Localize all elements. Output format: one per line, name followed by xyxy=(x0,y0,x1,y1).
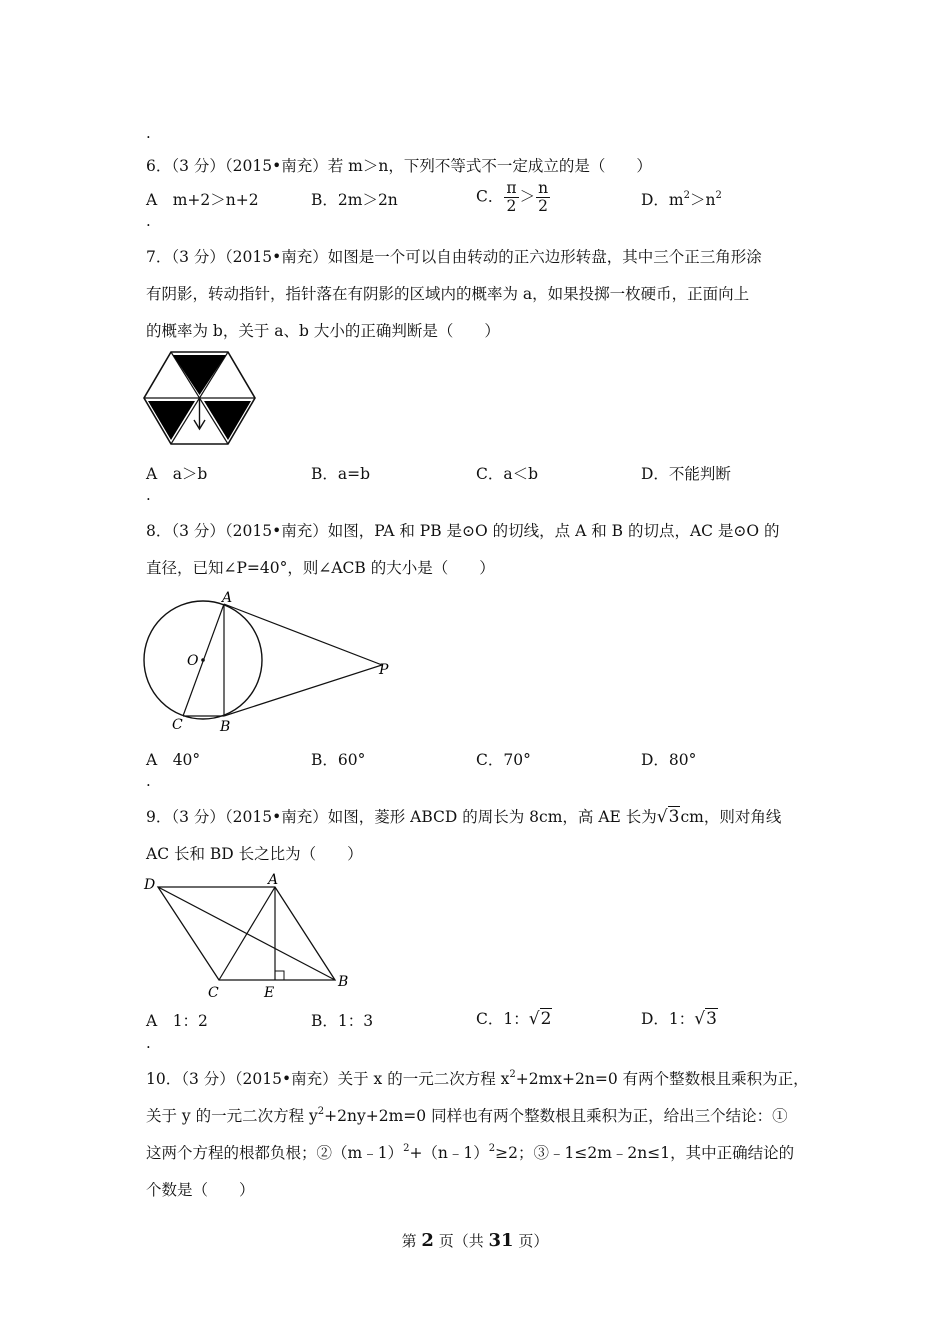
q7-option-c[interactable]: C．a＜b xyxy=(476,465,539,483)
label-b: B xyxy=(338,974,349,990)
q6-option-b[interactable]: B．2m＞2n xyxy=(311,191,398,209)
q9-option-b[interactable]: B．1：3 xyxy=(311,1012,374,1030)
shaded-triangle-top xyxy=(173,355,226,395)
q6-c-gt: ＞ xyxy=(519,187,536,206)
total-pages: 31 xyxy=(488,1230,514,1251)
label-e: E xyxy=(264,985,275,1001)
q6-stem: 6．（3 分）（2015•南充）若 m＞n，下列不等式不一定成立的是（ ） xyxy=(146,157,652,175)
q8-stem-line2: 直径，已知∠P=40°，则∠ACB 的大小是（ ） xyxy=(146,559,495,577)
tangent-pb xyxy=(224,665,382,716)
q9-option-c[interactable]: C．1：√2 xyxy=(476,1009,552,1029)
q6-dot: . xyxy=(146,212,151,230)
leading-dot: . xyxy=(146,124,151,142)
shaded-triangle-left xyxy=(148,401,195,440)
right-angle-mark xyxy=(275,971,284,980)
label-p: P xyxy=(379,662,389,678)
q7-stem-line3: 的概率为 b，关于 a、b 大小的正确判断是（ ） xyxy=(146,322,500,340)
label-c: C xyxy=(208,985,219,1001)
tangent-pa xyxy=(224,604,382,665)
q8-option-b[interactable]: B．60° xyxy=(311,751,366,769)
q8-dot: . xyxy=(146,772,151,790)
sqrt-3-icon: √3 xyxy=(694,1009,717,1029)
q7-stem-line1: 7．（3 分）（2015•南充）如图是一个可以自由转动的正六边形转盘，其中三个正三角形涂 xyxy=(146,248,762,266)
q9-dot: . xyxy=(146,1034,151,1052)
diagonal-ac xyxy=(219,887,275,980)
q7-option-d[interactable]: D．不能判断 xyxy=(641,465,731,483)
label-a: A xyxy=(268,872,279,888)
q10-stem-line1: 10．（3 分）（2015•南充）关于 x 的一元二次方程 $x^2+2mx+2n=0$ 有两个整数根且乘积为正， xyxy=(146,1069,809,1088)
q6-c-label: C． xyxy=(476,187,504,206)
label-a: A xyxy=(222,590,233,606)
q10-stem-line2: 关于 y 的一元二次方程 $y^2+2ny+2m=0$ 同样也有两个整数根且乘积为正，给出三个结论：① xyxy=(146,1106,788,1125)
q6-option-d[interactable]: D．$m^2>n^2$ xyxy=(641,190,722,209)
q8-option-d[interactable]: D．80° xyxy=(641,751,697,769)
q7-stem-line2: 有阴影，转动指针，指针落在有阴影的区域内的概率为 a，如果投掷一枚硬币，正面向上 xyxy=(146,285,750,303)
q9-option-a[interactable]: A 1：2 xyxy=(146,1012,208,1030)
q8-option-c[interactable]: C．70° xyxy=(476,751,531,769)
label-d: D xyxy=(144,877,156,893)
q6-c-frac1: $\frac{\pi}{2}$ xyxy=(506,179,517,215)
q6-option-a[interactable]: A m+2＞n+2 xyxy=(146,191,259,209)
shaded-triangle-right xyxy=(204,401,251,440)
q7-option-a[interactable]: A a＞b xyxy=(146,465,208,483)
q9-stem-line1: 9．（3 分）（2015•南充）如图，菱形 ABCD 的周长为 8cm，高 AE 长为√3cm，则对角线 xyxy=(146,807,782,827)
sqrt-3-icon: √3 xyxy=(656,807,680,827)
q10-stem-line3: 这两个方程的根都负根；②（m﹣1）$^2$+（n﹣1）$^2$≥2；③﹣1≤2m﹣2n≤1，其中正确结论的 xyxy=(146,1143,795,1162)
current-page: 2 xyxy=(421,1230,434,1251)
label-b: B xyxy=(220,719,231,735)
label-c: C xyxy=(172,717,183,733)
q6-option-c[interactable] xyxy=(476,180,551,215)
q8-stem-line1: 8．（3 分）（2015•南充）如图，PA 和 PB 是⊙O 的切线，点 A 和 B 的切点，AC 是⊙O 的 xyxy=(146,522,780,540)
circle-tangent-figure xyxy=(138,588,398,738)
label-o: O xyxy=(187,653,199,669)
page-footer: 第 2 页（共 31 页） xyxy=(401,1230,549,1251)
q9-option-d[interactable]: D．1：√3 xyxy=(641,1009,717,1029)
hexagon-spinner-figure xyxy=(140,348,260,450)
q8-option-a[interactable]: A 40° xyxy=(146,751,201,769)
q9-stem-line2: AC 长和 BD 长之比为（ ） xyxy=(146,845,363,863)
q10-stem-line4: 个数是（ ） xyxy=(146,1181,255,1199)
q7-dot: . xyxy=(146,486,151,504)
q6-c-frac2: $\frac{n}{2}$ xyxy=(538,179,549,215)
q7-option-b[interactable]: B．a=b xyxy=(311,465,371,483)
sqrt-2-icon: √2 xyxy=(528,1009,552,1029)
center-o xyxy=(201,658,205,662)
rhombus-figure xyxy=(140,870,360,1002)
